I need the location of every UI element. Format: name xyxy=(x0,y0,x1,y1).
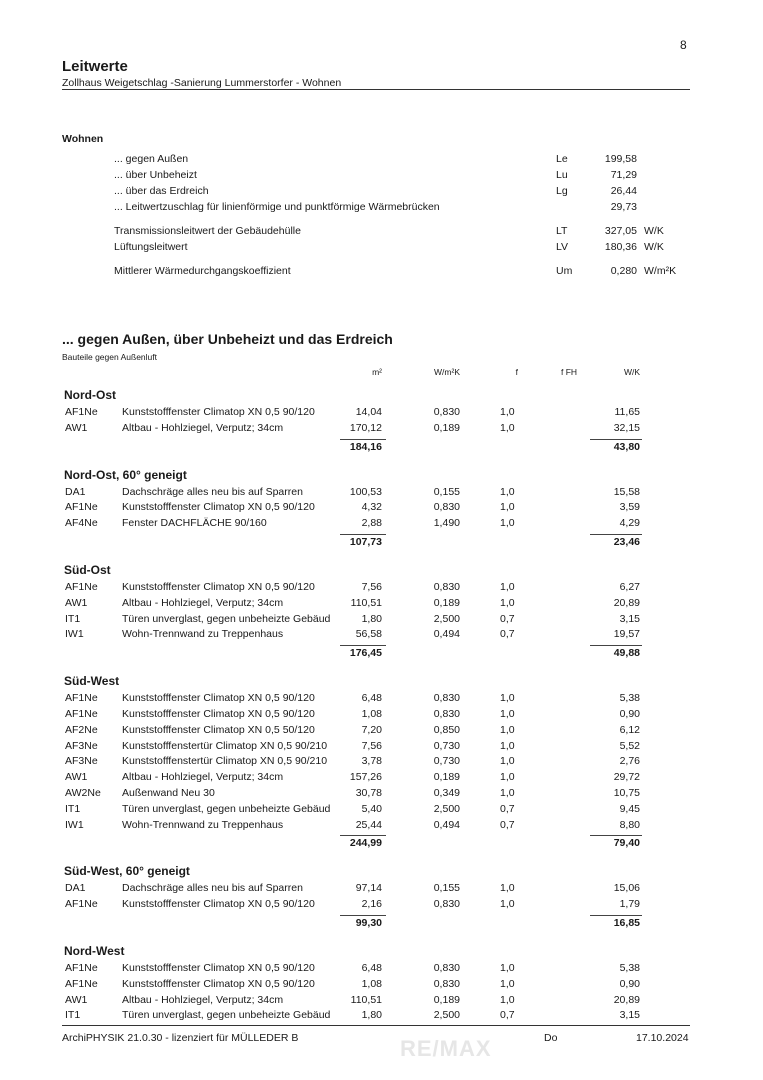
sum-rule-conductance xyxy=(590,915,642,916)
row-conductance: 4,29 xyxy=(619,517,640,530)
summary-label: ... gegen Außen xyxy=(114,153,189,165)
row-code: IT1 xyxy=(65,802,81,815)
row-description: Altbau - Hohlziegel, Verputz; 34cm xyxy=(122,771,284,784)
row-area: 170,12 xyxy=(349,421,382,434)
row-description: Kunststofffenstertür Climatop XN 0,5 90/210 xyxy=(122,755,328,768)
row-u-value: 0,494 xyxy=(433,818,460,831)
summary-label: Lüftungsleitwert xyxy=(114,241,188,253)
row-u-value: 0,189 xyxy=(433,993,460,1006)
footer-rule xyxy=(62,1025,690,1026)
row-f-factor: 1,0 xyxy=(500,898,515,911)
summary-value: 71,29 xyxy=(610,169,637,181)
row-description: Dachschräge alles neu bis auf Sparren xyxy=(122,485,303,498)
row-conductance: 11,65 xyxy=(614,406,640,418)
summary-symbol: LV xyxy=(556,241,569,253)
row-description: Türen unverglast, gegen unbeheizte Gebäud xyxy=(122,612,331,625)
col-header-m2: m² xyxy=(372,367,382,377)
footer-software: ArchiPHYSIK 21.0.30 - lizenziert für MÜLLEDER B xyxy=(62,1032,299,1044)
summary-symbol: Lu xyxy=(556,169,568,181)
row-f-factor: 1,0 xyxy=(500,723,515,736)
group-sum-area: 107,73 xyxy=(349,536,382,548)
row-conductance: 1,79 xyxy=(619,898,640,911)
group-heading: Nord-West xyxy=(64,944,125,958)
row-code: AF3Ne xyxy=(65,755,98,768)
row-area: 110,51 xyxy=(350,993,382,1006)
row-f-factor: 1,0 xyxy=(500,771,515,784)
row-area: 97,14 xyxy=(355,882,382,895)
row-f-factor: 1,0 xyxy=(500,787,515,799)
summary-label: ... über Unbeheizt xyxy=(114,169,197,181)
row-code: AW1 xyxy=(65,421,88,434)
row-u-value: 0,730 xyxy=(433,755,460,768)
row-u-value: 0,830 xyxy=(433,898,460,911)
row-code: IT1 xyxy=(65,1009,81,1022)
row-description: Kunststofffenster Climatop XN 0,5 90/120 xyxy=(122,581,315,593)
row-f-factor: 1,0 xyxy=(500,501,515,514)
row-u-value: 0,349 xyxy=(433,787,460,799)
row-u-value: 2,500 xyxy=(433,612,460,625)
row-f-factor: 1,0 xyxy=(500,692,515,705)
row-code: AF2Ne xyxy=(65,723,98,736)
row-u-value: 0,830 xyxy=(433,692,460,705)
row-code: AF4Ne xyxy=(65,517,98,530)
row-f-factor: 1,0 xyxy=(500,581,515,593)
row-f-factor: 1,0 xyxy=(500,993,515,1006)
row-area: 7,20 xyxy=(361,723,382,736)
row-f-factor: 1,0 xyxy=(500,739,515,752)
row-conductance: 32,15 xyxy=(613,421,640,434)
row-conductance: 0,90 xyxy=(619,708,640,720)
row-f-factor: 1,0 xyxy=(500,485,515,498)
row-code: DA1 xyxy=(65,485,86,498)
row-area: 7,56 xyxy=(361,739,382,752)
row-conductance: 29,72 xyxy=(613,771,640,784)
row-description: Dachschräge alles neu bis auf Sparren xyxy=(122,882,303,895)
sum-rule-conductance xyxy=(590,534,642,535)
row-conductance: 6,27 xyxy=(619,581,640,593)
row-f-factor: 1,0 xyxy=(500,962,515,974)
col-header-ffh: f FH xyxy=(561,367,578,377)
row-area: 1,08 xyxy=(361,977,382,990)
row-code: DA1 xyxy=(65,882,86,895)
row-conductance: 0,90 xyxy=(619,977,640,990)
col-header-f: f xyxy=(515,367,518,377)
group-sum-area: 99,30 xyxy=(355,917,382,929)
row-f-factor: 1,0 xyxy=(500,977,515,990)
row-conductance: 8,80 xyxy=(619,818,640,831)
detail-subheading: Bauteile gegen Außenluft xyxy=(62,352,157,362)
row-f-factor: 0,7 xyxy=(500,818,515,831)
detail-heading: ... gegen Außen, über Unbeheizt und das Erdreich xyxy=(62,331,393,347)
group-sum-conductance: 23,46 xyxy=(613,536,640,548)
group-sum-area: 184,16 xyxy=(349,440,382,453)
row-conductance: 20,89 xyxy=(613,993,640,1006)
row-area: 1,08 xyxy=(361,708,382,720)
row-code: AF1Ne xyxy=(65,581,98,593)
row-code: AF1Ne xyxy=(65,962,98,974)
row-u-value: 0,189 xyxy=(433,771,460,784)
footer-day: Do xyxy=(544,1032,558,1044)
row-code: AW2Ne xyxy=(65,787,101,799)
row-area: 30,78 xyxy=(355,787,382,799)
summary-value: 0,280 xyxy=(610,265,637,277)
row-code: IT1 xyxy=(65,612,81,625)
row-conductance: 6,12 xyxy=(619,723,640,736)
summary-value: 26,44 xyxy=(610,185,637,197)
row-f-factor: 0,7 xyxy=(500,802,515,815)
page-number: 8 xyxy=(680,38,687,52)
row-conductance: 10,75 xyxy=(613,787,640,799)
row-description: Außenwand Neu 30 xyxy=(122,787,215,799)
row-area: 5,40 xyxy=(361,802,382,815)
summary-value: 180,36 xyxy=(604,241,637,253)
row-description: Altbau - Hohlziegel, Verputz; 34cm xyxy=(122,421,284,434)
row-u-value: 1,490 xyxy=(433,517,460,530)
row-u-value: 0,155 xyxy=(433,882,460,895)
row-description: Kunststofffenstertür Climatop XN 0,5 90/210 xyxy=(122,739,328,752)
page-subtitle: Zollhaus Weigetschlag -Sanierung Lummerstorfer - Wohnen xyxy=(62,77,342,89)
row-code: AF1Ne xyxy=(65,501,98,514)
summary-label: Mittlerer Wärmedurchgangskoeffizient xyxy=(114,265,291,277)
row-area: 25,44 xyxy=(355,818,382,831)
row-area: 3,78 xyxy=(361,755,382,768)
group-sum-conductance: 43,80 xyxy=(613,440,640,453)
row-conductance: 15,58 xyxy=(613,485,640,498)
group-heading: Nord-Ost xyxy=(64,388,116,402)
summary-section-title: Wohnen xyxy=(62,133,104,145)
row-code: AW1 xyxy=(65,596,88,609)
sum-rule-area xyxy=(340,915,386,916)
row-f-factor: 1,0 xyxy=(500,596,515,609)
group-sum-conductance: 16,85 xyxy=(613,917,640,929)
group-sum-area: 176,45 xyxy=(349,647,382,660)
group-heading: Nord-Ost, 60° geneigt xyxy=(64,467,187,482)
row-u-value: 0,494 xyxy=(433,628,460,641)
watermark-logo: RE/MAX xyxy=(400,1036,492,1061)
row-description: Kunststofffenster Climatop XN 0,5 50/120 xyxy=(122,723,315,736)
row-code: AF1Ne xyxy=(65,692,98,705)
summary-unit: W/m²K xyxy=(644,265,677,277)
row-code: IW1 xyxy=(65,818,84,831)
row-area: 7,56 xyxy=(361,581,382,593)
row-description: Kunststofffenster Climatop XN 0,5 90/120 xyxy=(122,501,315,514)
summary-label: ... über das Erdreich xyxy=(114,185,209,197)
row-conductance: 5,38 xyxy=(619,692,640,705)
row-code: AW1 xyxy=(65,771,88,784)
row-u-value: 2,500 xyxy=(433,802,460,815)
row-description: Kunststofffenster Climatop XN 0,5 90/120 xyxy=(122,406,315,418)
row-f-factor: 0,7 xyxy=(500,1009,515,1022)
row-description: Wohn-Trennwand zu Treppenhaus xyxy=(122,628,284,641)
summary-unit: W/K xyxy=(644,225,664,237)
sum-rule-area xyxy=(340,534,386,535)
group-sum-area: 244,99 xyxy=(349,837,382,850)
col-header-u: W/m²K xyxy=(434,367,460,377)
row-u-value: 0,730 xyxy=(433,739,460,752)
row-u-value: 0,830 xyxy=(433,708,460,720)
row-u-value: 0,189 xyxy=(433,421,460,434)
group-sum-conductance: 79,40 xyxy=(613,837,640,850)
summary-value: 199,58 xyxy=(604,153,637,165)
row-f-factor: 0,7 xyxy=(500,628,515,641)
sum-rule-conductance xyxy=(590,645,642,646)
row-u-value: 0,830 xyxy=(433,581,460,593)
row-area: 2,88 xyxy=(361,517,382,530)
row-conductance: 15,06 xyxy=(613,882,640,895)
sum-rule-conductance xyxy=(590,835,642,836)
row-description: Altbau - Hohlziegel, Verputz; 34cm xyxy=(122,993,284,1006)
row-code: AF1Ne xyxy=(65,708,98,720)
row-u-value: 0,830 xyxy=(433,977,460,990)
row-area: 2,16 xyxy=(361,898,382,911)
row-conductance: 19,57 xyxy=(613,628,640,641)
row-description: Kunststofffenster Climatop XN 0,5 90/120 xyxy=(122,692,315,705)
summary-unit: W/K xyxy=(644,241,664,253)
row-area: 4,32 xyxy=(361,501,382,514)
row-code: AF1Ne xyxy=(65,898,98,911)
summary-label: ... Leitwertzuschlag für linienförmige und punktförmige Wärmebrücken xyxy=(114,201,440,213)
row-conductance: 5,38 xyxy=(619,962,640,974)
sum-rule-area xyxy=(340,645,386,646)
row-u-value: 0,830 xyxy=(433,501,460,514)
row-f-factor: 1,0 xyxy=(500,421,515,434)
row-f-factor: 0,7 xyxy=(500,612,515,625)
row-code: AF1Ne xyxy=(65,406,98,418)
group-sum-conductance: 49,88 xyxy=(613,647,640,660)
row-conductance: 5,52 xyxy=(619,739,640,752)
row-f-factor: 1,0 xyxy=(500,406,515,418)
row-code: AF1Ne xyxy=(65,977,98,990)
row-description: Wohn-Trennwand zu Treppenhaus xyxy=(122,818,284,831)
row-description: Kunststofffenster Climatop XN 0,5 90/120 xyxy=(122,898,315,911)
row-area: 6,48 xyxy=(361,692,382,705)
sum-rule-conductance xyxy=(590,439,642,440)
row-area: 110,51 xyxy=(350,596,382,609)
page-title: Leitwerte xyxy=(62,58,128,75)
row-area: 56,58 xyxy=(355,628,382,641)
footer-date: 17.10.2024 xyxy=(636,1032,689,1044)
summary-value: 29,73 xyxy=(610,201,637,213)
row-description: Kunststofffenster Climatop XN 0,5 90/120 xyxy=(122,977,315,990)
sum-rule-area xyxy=(340,439,386,440)
group-heading: Süd-West xyxy=(64,674,120,689)
row-conductance: 2,76 xyxy=(619,755,640,768)
header-rule xyxy=(62,89,690,90)
row-f-factor: 1,0 xyxy=(500,882,515,895)
row-conductance: 9,45 xyxy=(619,802,640,815)
row-conductance: 3,15 xyxy=(619,1009,640,1022)
row-area: 1,80 xyxy=(361,1009,382,1022)
row-u-value: 0,850 xyxy=(433,723,460,736)
row-code: AF3Ne xyxy=(65,739,98,752)
col-header-wk: W/K xyxy=(623,367,640,377)
row-u-value: 0,155 xyxy=(433,485,460,498)
row-f-factor: 1,0 xyxy=(500,517,515,530)
row-area: 100,53 xyxy=(349,485,382,498)
row-u-value: 0,189 xyxy=(433,596,460,609)
sum-rule-area xyxy=(340,835,386,836)
summary-symbol: Um xyxy=(556,265,573,277)
row-description: Kunststofffenster Climatop XN 0,5 90/120 xyxy=(122,962,315,974)
summary-symbol: Lg xyxy=(556,185,568,197)
row-description: Kunststofffenster Climatop XN 0,5 90/120 xyxy=(122,708,315,720)
row-area: 1,80 xyxy=(361,612,382,625)
row-conductance: 3,59 xyxy=(619,501,640,514)
summary-symbol: Le xyxy=(556,153,568,165)
row-f-factor: 1,0 xyxy=(500,708,515,720)
row-conductance: 3,15 xyxy=(619,612,640,625)
row-description: Fenster DACHFLÄCHE 90/160 xyxy=(122,517,267,530)
row-u-value: 2,500 xyxy=(433,1009,460,1022)
summary-symbol: LT xyxy=(556,225,568,237)
row-area: 6,48 xyxy=(361,962,382,974)
group-heading: Süd-West, 60° geneigt xyxy=(64,864,190,879)
row-description: Türen unverglast, gegen unbeheizte Gebäud xyxy=(122,802,331,815)
row-u-value: 0,830 xyxy=(433,962,460,974)
summary-value: 327,05 xyxy=(604,225,637,237)
row-u-value: 0,830 xyxy=(433,406,460,418)
row-description: Türen unverglast, gegen unbeheizte Gebäud xyxy=(122,1009,331,1022)
row-description: Altbau - Hohlziegel, Verputz; 34cm xyxy=(122,596,284,609)
row-conductance: 20,89 xyxy=(613,596,640,609)
summary-label: Transmissionsleitwert der Gebäudehülle xyxy=(114,225,301,237)
row-area: 157,26 xyxy=(349,771,382,784)
row-f-factor: 1,0 xyxy=(500,755,515,768)
row-code: IW1 xyxy=(65,628,84,641)
row-code: AW1 xyxy=(65,993,88,1006)
row-area: 14,04 xyxy=(355,406,382,418)
group-heading: Süd-Ost xyxy=(64,563,111,577)
